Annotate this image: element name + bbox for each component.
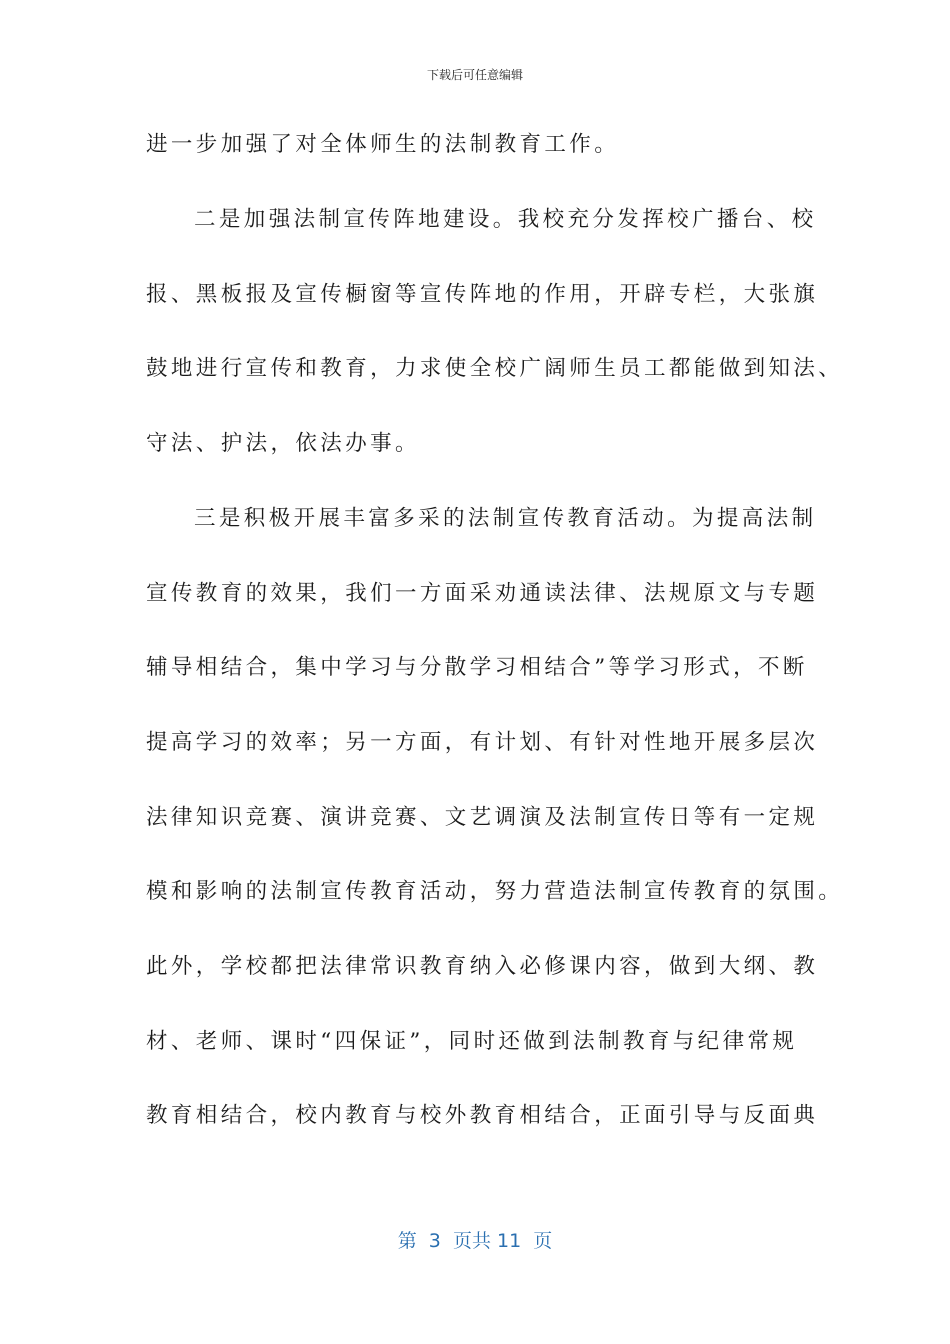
text-line: 材、老师、课时“四保证”，同时还做到法制教育与纪律常规 [146,1029,798,1054]
paragraph-start-line: 三是积极开展丰富多采的法制宣传教育活动。为提高法制 [194,506,817,531]
text-line: 宣传教育的效果，我们一方面采劝通读法律、法规原文与专题 [146,581,819,606]
text-line: 教育相结合，校内教育与校外教育相结合，正面引导与反面典 [146,1103,819,1128]
page-number-footer: 第 3 页共 11 页 [397,1230,553,1252]
text-line: 进一步加强了对全体师生的法制教育工作。 [146,132,620,157]
text-line: 法律知识竞赛、演讲竞赛、文艺调演及法制宣传日等有一定规 [146,805,819,830]
text-line: 辅导相结合，集中学习与分散学习相结合”等学习形式，不断 [146,655,808,680]
text-line: 模和影响的法制宣传教育活动，努力营造法制宣传教育的氛围。 [146,879,844,904]
page-header: 下载后可任意编辑 [426,68,523,82]
text-line: 提高学习的效率；另一方面，有计划、有针对性地开展多层次 [146,730,819,755]
paragraph-start-line: 二是加强法制宣传阵地建设。我校充分发挥校广播台、校 [194,207,817,232]
text-line: 鼓地进行宣传和教育，力求使全校广阔师生员工都能做到知法、 [146,356,844,381]
text-line: 此外，学校都把法律常识教育纳入必修课内容，做到大纲、教 [146,954,819,979]
text-line: 报、黑板报及宣传橱窗等宣传阵地的作用，开辟专栏，大张旗 [146,282,819,307]
text-line: 守法、护法，依法办事。 [146,431,420,456]
